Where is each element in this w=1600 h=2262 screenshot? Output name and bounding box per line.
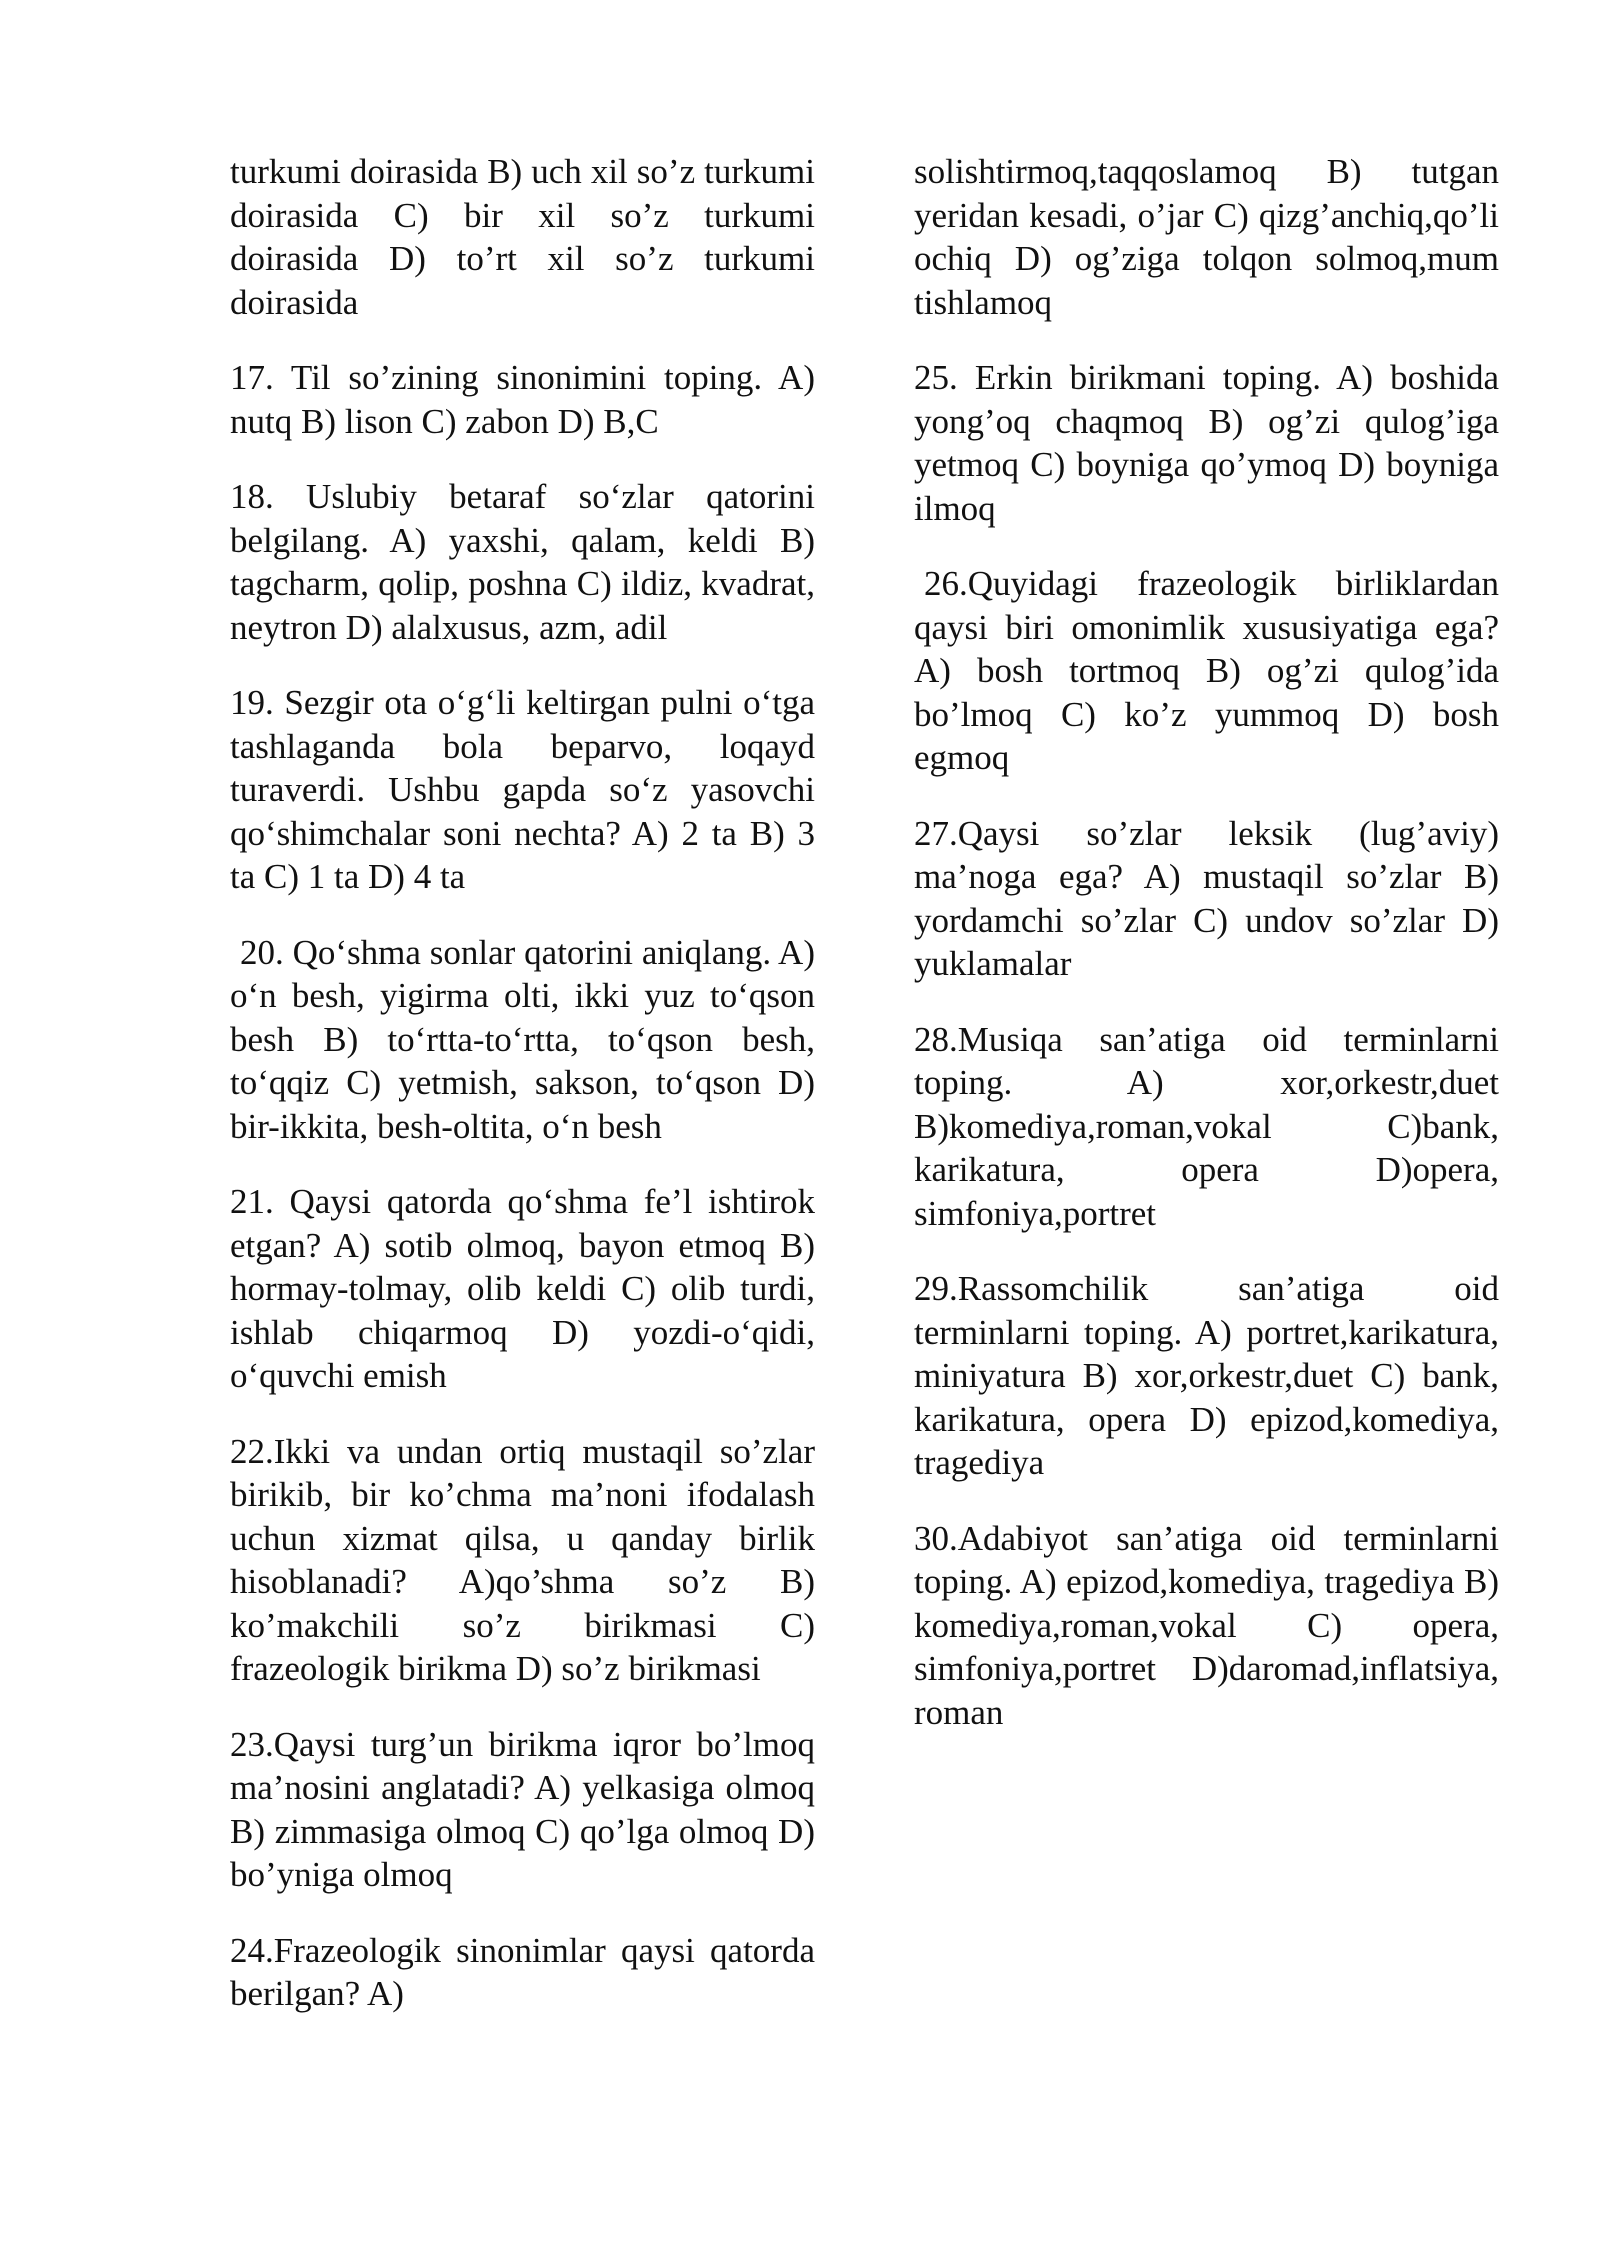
question-24: 24.Frazeologik sinonimlar qaysi qatorda berilgan? A): [230, 1930, 815, 2013]
question-22: 22.Ikki va undan ortiq mustaqil so’zlar birikib, bir ko’chma ma’noni ifodalash uchun xizmat qilsa, u qanday birlik hisoblanadi? A)qo’shma so’z B) ko’makchili so’z birikmasi C) frazeologik birikma D) so’z birikmasi: [230, 1431, 815, 1688]
question-19: 19. Sezgir ota o‘g‘li keltirgan pulni o‘tga tashlaganda bola beparvo, loqayd turaverdi. Ushbu gapda so‘z yasovchi qo‘shimchalar soni nechta? A) 2 ta B) 3 ta C) 1 ta D) 4 ta: [230, 683, 815, 896]
question-18: 18. Uslubiy betaraf so‘zlar qatorini belgilang. A) yaxshi, qalam, keldi B) tagcharm, qolip, poshna C) ildiz, kvadrat, neytron D) alalxusus, azm, adil: [230, 477, 815, 647]
question-17: 17. Til so’zining sinonimini toping. A) nutq B) lison C) zabon D) B,C: [230, 358, 815, 441]
question-26: 26.Quyidagi frazeologik birliklardan qaysi biri omonimlik xususiyatiga ega? A) bosh tortmoq B) og’zi qulog’ida bo’lmoq C) ko’z yummoq D) bosh egmoq: [914, 564, 1499, 777]
question-25: 25. Erkin birikmani toping. A) boshida yong’oq chaqmoq B) og’zi qulog’iga yetmoq C) boyniga qo’ymoq D) boyniga ilmoq: [914, 358, 1499, 528]
question-29: 29.Rassomchilik san’atiga oid terminlarni toping. A) portret,karikatura, miniyatura B) xor,orkestr,duet C) bank, karikatura, opera D) epizod,komediya, tragediya: [914, 1269, 1499, 1482]
question-16-continuation: turkumi doirasida B) uch xil so’z turkumi doirasida C) bir xil so’z turkumi doirasida D) to’rt xil so’z turkumi doirasida: [230, 152, 815, 322]
question-24-continuation: solishtirmoq,taqqoslamoq B) tutgan yeridan kesadi, o’jar C) qizg’anchiq,qo’li ochiq D) og’ziga tolqon solmoq,mum tishlamoq: [914, 152, 1499, 322]
question-27: 27.Qaysi so’zlar leksik (lug’aviy) ma’noga ega? A) mustaqil so’zlar B) yordamchi so’zlar C) undov so’zlar D) yuklamalar: [914, 813, 1499, 983]
question-20: 20. Qo‘shma sonlar qatorini aniqlang. A) o‘n besh, yigirma olti, ikki yuz to‘qson besh B) to‘rtta-to‘rtta, to‘qson besh, to‘qqiz C) yetmish, sakson, to‘qson D) bir-ikkita, besh-oltita, o‘n besh: [230, 932, 815, 1146]
question-21: 21. Qaysi qatorda qo‘shma fe’l ishtirok etgan? A) sotib olmoq, bayon etmoq B) hormay-tolmay, olib keldi C) olib turdi, ishlab chiqarmoq D) yozdi-o‘qidi, o‘quvchi emish: [230, 1182, 815, 1395]
question-30: 30.Adabiyot san’atiga oid terminlarni toping. A) epizod,komediya, tragediya B) komediya,roman,vokal C) opera, simfoniya,portret D)daromad,inflatsiya, roman: [914, 1518, 1499, 1732]
question-23: 23.Qaysi turg’un birikma iqror bo’lmoq ma’nosini anglatadi? A) yelkasiga olmoq B) zimmasiga olmoq C) qo’lga olmoq D) bo’yniga olmoq: [230, 1724, 815, 1894]
left-column: [230, 150, 815, 2048]
question-28: 28.Musiqa san’atiga oid terminlarni toping. A) xor,orkestr,duet B)komediya,roman,vokal C)bank, karikatura, opera D)opera, simfoniya,portret: [914, 1019, 1499, 1233]
right-column: [914, 150, 1499, 1766]
